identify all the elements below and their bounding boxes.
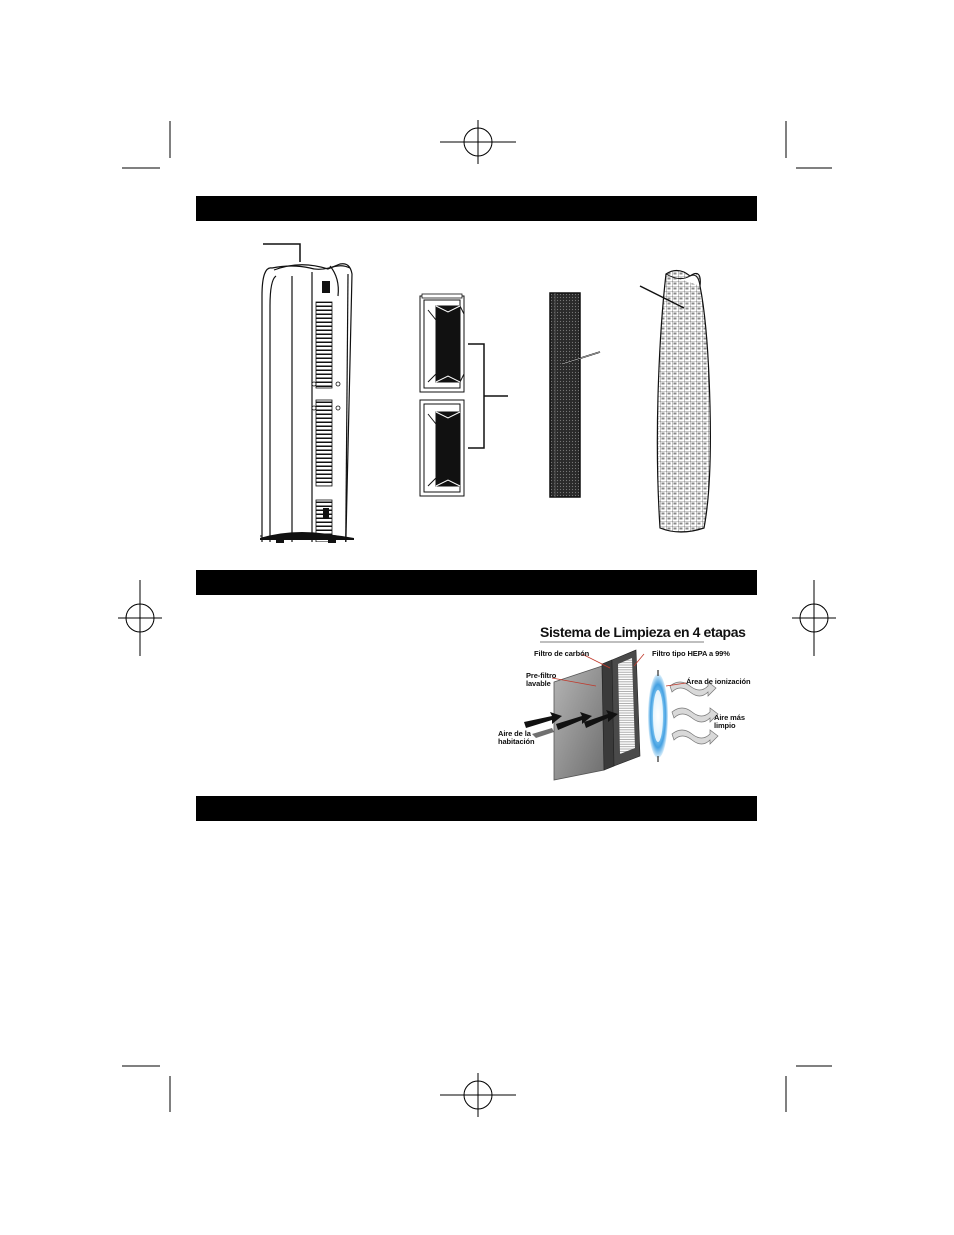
label-clean-air-1: Aire más — [714, 713, 745, 722]
section-band-3 — [196, 796, 757, 821]
registration-mark-bottom — [440, 1073, 516, 1117]
prefilter-pair-illustration — [418, 292, 510, 500]
label-ionization: Área de ionización — [686, 677, 751, 686]
label-prefilter-2: lavable — [526, 679, 551, 688]
cleaning-system-diagram — [494, 620, 760, 786]
label-room-air-2: habitación — [498, 737, 535, 746]
registration-mark-left — [118, 580, 162, 656]
purifier-base — [258, 526, 358, 544]
label-prefilter-1: Pre-filtro — [526, 671, 557, 680]
air-purifier-illustration — [230, 236, 370, 542]
section-band-2 — [196, 570, 757, 595]
filter-stages-graphic — [494, 620, 760, 786]
label-carbon-filter: Filtro de carbón — [534, 649, 590, 658]
carbon-filter-illustration — [544, 290, 604, 500]
diagram-title: Sistema de Limpieza en 4 etapas — [540, 624, 746, 640]
registration-mark-top — [440, 120, 516, 164]
registration-mark-right — [792, 580, 836, 656]
hepa-filter-illustration — [630, 266, 726, 538]
section-band-1 — [196, 196, 757, 221]
label-clean-air-2: limpio — [714, 721, 736, 730]
label-room-air-1: Aire de la — [498, 729, 531, 738]
label-hepa-filter: Filtro tipo HEPA a 99% — [652, 649, 730, 658]
